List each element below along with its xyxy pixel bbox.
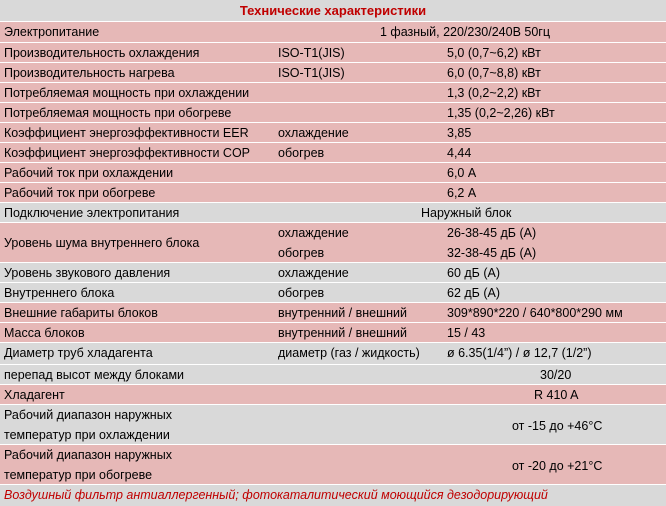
row-heat-capacity: [0, 63, 666, 83]
row-range-heat: [0, 445, 666, 485]
row-mode: охлаждение: [278, 126, 349, 140]
row-mode: охлаждение: [278, 266, 349, 280]
row-power: [0, 22, 666, 43]
row-connection: [0, 203, 666, 223]
row-label: Хладагент: [4, 388, 65, 402]
row-value: 6,0 (0,7~8,8) кВт: [447, 66, 541, 80]
row-standard: ISO-T1(JIS): [278, 66, 345, 80]
row-label-line2: температур при охлаждении: [4, 428, 170, 442]
row-value: от -15 до +46°С: [512, 419, 603, 433]
row-refrigerant: [0, 385, 666, 405]
row-value: 309*890*220 / 640*800*290 мм: [447, 306, 623, 320]
row-label-line1: Рабочий диапазон наружных: [4, 448, 172, 462]
row-value: 5,0 (0,7~6,2) кВт: [447, 46, 541, 60]
row-height-diff: [0, 365, 666, 385]
row-value: 1,35 (0,2~2,26) кВт: [447, 106, 555, 120]
row-label: Внешние габариты блоков: [4, 306, 158, 320]
row-label: Потребляемая мощность при охлаждении: [4, 86, 250, 100]
row-cool-capacity: [0, 43, 666, 63]
row-value: от -20 до +21°С: [512, 459, 603, 473]
row-label-line1: Рабочий диапазон наружных: [4, 408, 172, 422]
row-value: Наружный блок: [421, 206, 512, 220]
row-mode: внутренний / внешний: [278, 326, 408, 340]
row-mass: [0, 323, 666, 343]
row-value: 1,3 (0,2~2,2) кВт: [447, 86, 541, 100]
row-label: Коэффициент энергоэффективности EER: [4, 126, 249, 140]
row-noise: [0, 223, 666, 263]
row-mode: обогрев: [278, 246, 325, 260]
row-dimensions: [0, 303, 666, 323]
row-label: Электропитание: [4, 25, 100, 39]
row-heat-current: [0, 183, 666, 203]
row-label: Уровень звукового давления: [4, 266, 171, 280]
row-standard: ISO-T1(JIS): [278, 46, 345, 60]
row-cool-power: [0, 83, 666, 103]
row-value: 26-38-45 дБ (А): [447, 226, 537, 240]
row-label: Производительность нагрева: [4, 66, 175, 80]
row-value: 3,85: [447, 126, 472, 140]
row-value: R 410 A: [534, 388, 579, 402]
row-mode: внутренний / внешний: [278, 306, 408, 320]
footer-note: Воздушный фильтр антиаллергенный; фотокаталитический моющийся дезодорирующий: [4, 488, 548, 502]
row-pressure: [0, 263, 666, 283]
footer-row: [0, 485, 666, 506]
row-label: Потребляемая мощность при обогреве: [4, 106, 232, 120]
sheet-title: Технические характеристики: [239, 3, 427, 18]
row-label: Масса блоков: [4, 326, 85, 340]
row-mode: обогрев: [278, 286, 325, 300]
row-label: Подключение электропитания: [4, 206, 180, 220]
row-value: 4,44: [447, 146, 472, 160]
row-cool-current: [0, 163, 666, 183]
row-label: Уровень шума внутреннего блока: [4, 236, 200, 250]
row-mode: диаметр (газ / жидкость): [278, 346, 420, 360]
row-value: 6,0 А: [447, 166, 477, 180]
title-row: [0, 0, 666, 22]
row-cop: [0, 143, 666, 163]
row-pipe: [0, 343, 666, 365]
row-label: Коэффициент энергоэффективности COP: [4, 146, 251, 160]
row-value: 6,2 А: [447, 186, 477, 200]
row-range-cool: [0, 405, 666, 445]
row-label: Рабочий ток при охлаждении: [4, 166, 174, 180]
row-label: перепад высот между блоками: [4, 368, 185, 382]
row-label: Рабочий ток при обогреве: [4, 186, 156, 200]
row-eer: [0, 123, 666, 143]
row-label: Диаметр труб хладагента: [4, 346, 153, 360]
row-heat-power: [0, 103, 666, 123]
row-value: 30/20: [540, 368, 572, 382]
row-value: 32-38-45 дБ (А): [447, 246, 537, 260]
row-label: Внутреннего блока: [4, 286, 115, 300]
row-indoor: [0, 283, 666, 303]
row-value: 62 дБ (А): [447, 286, 501, 300]
row-mode: охлаждение: [278, 226, 349, 240]
row-mode: обогрев: [278, 146, 325, 160]
row-label-line2: температур при обогреве: [4, 468, 153, 482]
row-value: 1 фазный, 220/230/240В 50гц: [380, 25, 551, 39]
row-value: 60 дБ (А): [447, 266, 501, 280]
row-label: Производительность охлаждения: [4, 46, 200, 60]
row-value: 15 / 43: [447, 326, 486, 340]
row-value: ø 6.35(1/4”) / ø 12,7 (1/2”): [447, 346, 592, 360]
